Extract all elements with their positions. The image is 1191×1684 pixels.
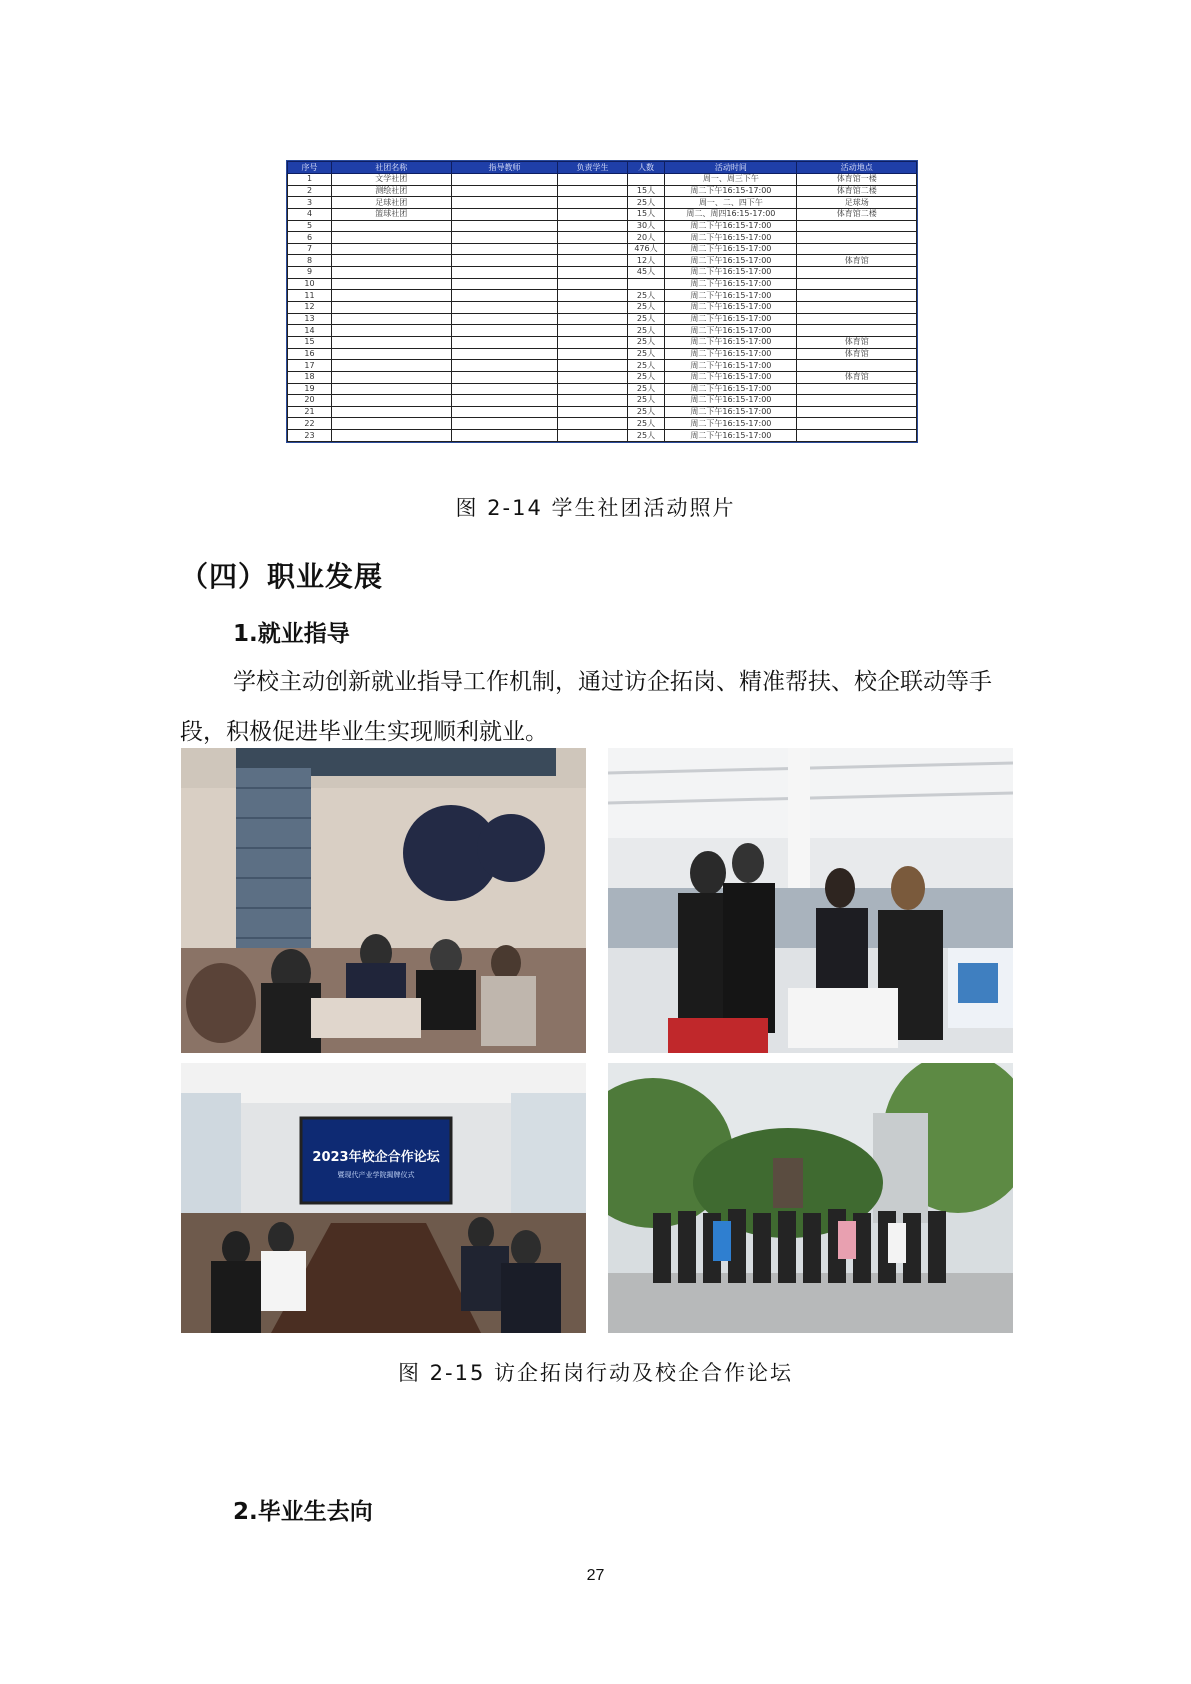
table-cell: 周一、周三下午 [665,174,797,186]
table-cell: 周二下午16:15-17:00 [665,278,797,290]
table-cell [332,278,452,290]
table-cell: 7 [288,243,332,255]
table-cell: 25人 [627,360,665,372]
table-cell: 476人 [627,243,665,255]
table-cell [332,302,452,314]
header-cell: 活动时间 [665,162,797,174]
paragraph-line-1: 学校主动创新就业指导工作机制，通过访企拓岗、精准帮扶、校企联动等手 [233,669,992,695]
table-cell [332,290,452,302]
table-cell: 周一、二、四下午 [665,197,797,209]
table-cell: 周二下午16:15-17:00 [665,290,797,302]
table-cell [558,243,627,255]
table-cell [332,243,452,255]
table-cell [797,383,917,395]
photo-meeting-room [181,748,586,1053]
table-cell [797,220,917,232]
table-cell: 周二下午16:15-17:00 [665,302,797,314]
table-cell [332,267,452,279]
table-row [288,395,917,407]
table-cell: 25人 [627,325,665,337]
table-cell: 体育馆一楼 [797,174,917,186]
table-row [288,313,917,325]
figure-2-15-caption: 图 2-15 访企拓岗行动及校企合作论坛 [397,1361,793,1385]
table-cell [558,383,627,395]
header-cell: 社团名称 [332,162,452,174]
table-cell: 25人 [627,336,665,348]
table-cell: 周二下午16:15-17:00 [665,255,797,267]
table-cell [332,336,452,348]
club-schedule-table [287,161,917,442]
table-cell [558,406,627,418]
table-row [288,220,917,232]
table-cell: 25人 [627,290,665,302]
figure-2-14-caption: 图 2-14 学生社团活动照片 [455,496,736,520]
table-cell [332,232,452,244]
table-cell: 体育馆 [797,371,917,383]
table-cell: 16 [288,348,332,360]
table-cell [797,267,917,279]
table-cell: 25人 [627,430,665,442]
table-cell: 体育馆二楼 [797,185,917,197]
table-cell [451,313,558,325]
table-cell: 12人 [627,255,665,267]
table-row [288,197,917,209]
table-cell: 10 [288,278,332,290]
table-cell [332,360,452,372]
table-row [288,243,917,255]
table-cell [797,325,917,337]
table-cell [451,418,558,430]
table-row [288,336,917,348]
table-cell [451,290,558,302]
table-row [288,278,917,290]
table-cell: 体育馆 [797,255,917,267]
table-cell: 周二下午16:15-17:00 [665,336,797,348]
table-row [288,267,917,279]
forum-screen-title: 2023年校企合作论坛 [312,1150,440,1165]
table-cell [558,174,627,186]
table-cell [451,371,558,383]
table-cell: 25人 [627,348,665,360]
table-cell: 11 [288,290,332,302]
table-cell: 2 [288,185,332,197]
table-cell: 25人 [627,395,665,407]
table-cell [451,255,558,267]
table-cell [797,243,917,255]
table-cell [332,220,452,232]
table-cell: 体育馆 [797,348,917,360]
header-cell: 指导教师 [451,162,558,174]
table-cell: 周二下午16:15-17:00 [665,313,797,325]
table-row [288,255,917,267]
header-cell: 序号 [288,162,332,174]
table-cell: 1 [288,174,332,186]
table-cell: 22 [288,418,332,430]
table-cell [451,267,558,279]
table-cell: 12 [288,302,332,314]
table-cell [558,302,627,314]
table-cell [332,406,452,418]
table-cell: 20 [288,395,332,407]
table-cell [797,430,917,442]
table-cell: 文学社团 [332,174,452,186]
table-cell: 18 [288,371,332,383]
table-cell [558,313,627,325]
table-cell [451,348,558,360]
table-cell [558,185,627,197]
table-row [288,325,917,337]
table-cell [451,197,558,209]
table-cell [451,360,558,372]
table-cell [558,197,627,209]
table-cell [797,395,917,407]
table-cell: 9 [288,267,332,279]
table-cell [451,185,558,197]
table-cell [451,430,558,442]
table-cell [558,360,627,372]
table-cell: 15 [288,336,332,348]
table-row [288,302,917,314]
table-cell [451,278,558,290]
table-cell [332,313,452,325]
table-cell [332,383,452,395]
table-row [288,290,917,302]
table-cell [451,406,558,418]
table-cell [627,278,665,290]
table-cell: 4 [288,208,332,220]
table-cell [558,395,627,407]
table-cell [451,220,558,232]
table-cell: 25人 [627,302,665,314]
table-cell [451,232,558,244]
table-row [288,360,917,372]
table-cell: 周二下午16:15-17:00 [665,348,797,360]
table-cell: 23 [288,430,332,442]
table-cell: 8 [288,255,332,267]
table-cell [451,174,558,186]
table-body [288,174,917,442]
table-cell: 周二下午16:15-17:00 [665,325,797,337]
section-heading: （四）职业发展 [180,560,384,593]
table-row [288,430,917,442]
table-cell [558,255,627,267]
table-header-row [288,162,917,174]
table-cell [797,313,917,325]
table-cell [558,336,627,348]
table-cell: 45人 [627,267,665,279]
table-cell [797,278,917,290]
table-cell: 周二下午16:15-17:00 [665,267,797,279]
forum-screen-subtitle: 暨现代产业学院揭牌仪式 [337,1171,415,1179]
table-cell: 21 [288,406,332,418]
table-cell: 周二下午16:15-17:00 [665,232,797,244]
page-number: 27 [586,1567,605,1584]
photo-group-outdoor [608,1063,1013,1333]
table-cell [558,348,627,360]
subsection-heading-employment-guidance: 1.就业指导 [233,621,350,647]
table-cell: 测绘社团 [332,185,452,197]
table-cell: 体育馆二楼 [797,208,917,220]
table-row [288,383,917,395]
table-cell: 周二下午16:15-17:00 [665,395,797,407]
table-cell: 周二、周四16:15-17:00 [665,208,797,220]
table-cell [558,267,627,279]
table-cell [451,302,558,314]
table-cell [451,325,558,337]
header-cell: 负责学生 [558,162,627,174]
table-cell: 25人 [627,383,665,395]
table-cell: 3 [288,197,332,209]
table-cell [451,243,558,255]
table-cell [332,418,452,430]
header-cell: 人数 [627,162,665,174]
table-row [288,174,917,186]
table-row [288,208,917,220]
table-cell [558,418,627,430]
table-cell: 5 [288,220,332,232]
table-cell [332,348,452,360]
table-cell: 周二下午16:15-17:00 [665,360,797,372]
table-cell [451,383,558,395]
photo-factory-visit [608,748,1013,1053]
table-cell [332,371,452,383]
table-cell: 足球社团 [332,197,452,209]
table-cell: 25人 [627,418,665,430]
table-cell: 6 [288,232,332,244]
table-cell: 25人 [627,371,665,383]
table-cell: 20人 [627,232,665,244]
table-cell [558,290,627,302]
table-cell: 周二下午16:15-17:00 [665,243,797,255]
table-cell [797,418,917,430]
table-cell [627,174,665,186]
table-cell [451,336,558,348]
table-cell: 周二下午16:15-17:00 [665,185,797,197]
table-cell [797,232,917,244]
table-cell [451,208,558,220]
table-cell [797,290,917,302]
table-cell: 15人 [627,185,665,197]
table-cell [558,208,627,220]
table-cell [558,371,627,383]
table-cell [332,395,452,407]
table-cell [332,255,452,267]
table-cell [558,220,627,232]
table-cell: 25人 [627,197,665,209]
table-row [288,348,917,360]
table-cell [797,360,917,372]
table-cell: 周二下午16:15-17:00 [665,220,797,232]
photo-school-enterprise-forum [181,1063,586,1333]
table-cell: 19 [288,383,332,395]
table-cell: 足球场 [797,197,917,209]
table-row [288,406,917,418]
table-cell: 15人 [627,208,665,220]
table-cell: 篮球社团 [332,208,452,220]
table-cell [332,325,452,337]
table-cell [558,325,627,337]
table-cell: 17 [288,360,332,372]
table-cell [332,430,452,442]
table-cell: 周二下午16:15-17:00 [665,418,797,430]
table-cell: 周二下午16:15-17:00 [665,430,797,442]
table-cell: 25人 [627,406,665,418]
table-cell [558,232,627,244]
header-cell: 活动地点 [797,162,917,174]
table-row [288,185,917,197]
table-cell: 周二下午16:15-17:00 [665,371,797,383]
club-schedule-table-image [286,160,918,443]
table-cell: 13 [288,313,332,325]
table-row [288,418,917,430]
table-cell: 体育馆 [797,336,917,348]
table-cell: 14 [288,325,332,337]
table-cell: 周二下午16:15-17:00 [665,383,797,395]
table-cell [451,395,558,407]
subsection-heading-graduate-destination: 2.毕业生去向 [233,1499,373,1525]
table-cell: 周二下午16:15-17:00 [665,406,797,418]
table-cell: 25人 [627,313,665,325]
table-cell [797,302,917,314]
table-row [288,232,917,244]
table-cell [558,430,627,442]
table-cell [558,278,627,290]
paragraph-line-2: 段，积极促进毕业生实现顺利就业。 [180,719,548,745]
table-row [288,371,917,383]
table-cell [797,406,917,418]
table-cell: 30人 [627,220,665,232]
